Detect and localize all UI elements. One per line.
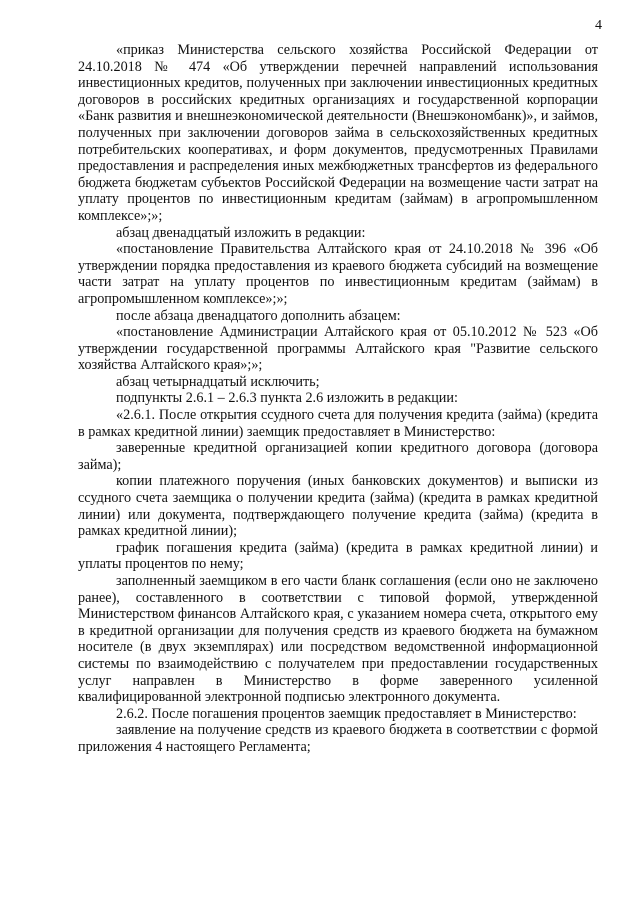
paragraph-order-474: «приказ Министерства сельского хозяйства Российской Федерации от 24.10.2018 № 474 «Об утверждении перечней направлений использования инвестиционных кредитов, полученных при заключении инвестиционных кредитных договоров в российских кредитных организациях и государственной корпорации «Банк развития и внешнеэкономической деятельности (Внешэкономбанк)», и займов, полученных при заключении договоров займа в сельскохозяйственных кредитных потребительских кооперативах, и форм документов, предусмотренных Правилами предоставления и распределения иных межбюджетных трансфертов из федерального бюджета бюджетам субъектов Российской Федерации на возмещение части затрат на уплату процентов по инвестиционным кредитам (займам) в агропромышленном комплексе»;»; [78, 42, 598, 224]
paragraph-repayment-schedule: график погашения кредита (займа) (кредита в рамках кредитной линии) и уплаты процентов по нему; [78, 539, 598, 573]
paragraph-loan-agreement-copies: заверенные кредитной организацией копии кредитного договора (договора займа); [78, 440, 598, 473]
paragraph-subclauses-edit: подпункты 2.6.1 – 2.6.3 пункта 2.6 изложить в редакции: [116, 390, 458, 407]
document-body [78, 42, 598, 756]
paragraph-add-after-twelfth: после абзаца двенадцатого дополнить абзацем: [116, 307, 401, 324]
paragraph-payment-order-copies: копии платежного поручения (иных банковских документов) и выписки из ссудного счета заемщика о получении кредита (займа) (кредита в рамках кредитной линии) или документа, подтверждающего получение кредита (займа) (кредита в рамках кредитной линии); [78, 473, 598, 540]
paragraph-fourteenth-exclude: абзац четырнадцатый исключить; [116, 373, 320, 390]
paragraph-twelfth-edit: абзац двенадцатый изложить в редакции: [116, 224, 366, 241]
paragraph-2-6-2: 2.6.2. После погашения процентов заемщик предоставляет в Министерство: [116, 705, 577, 722]
paragraph-resolution-523: «постановление Администрации Алтайского края от 05.10.2012 № 523 «Об утверждении государственной программы Алтайского края "Развитие сельского хозяйства Алтайского края»;»; [78, 324, 598, 374]
paragraph-agreement-form: заполненный заемщиком в его части бланк соглашения (если оно не заключено ранее), составленного в соответствии с типовой формой, утвержденной Министерством финансов Алтайского края, с указанием номера счета, открытого ему в кредитной организации для получения средств из краевого бюджета на бумажном носителе (в двух экземплярах) или посредством ведомственной информационной системы по взаимодействию с получателем при предоставлении государственных услуг направлен в Министерство в форме заверенного усиленной квалифицированной электронной подписью электронного документа. [78, 573, 598, 706]
page-number: 4 [595, 18, 602, 33]
paragraph-resolution-396: «постановление Правительства Алтайского края от 24.10.2018 № 396 «Об утверждении порядка предоставления из краевого бюджета субсидий на возмещение части затрат на уплату процентов по инвестиционным кредитам (займам) в агропромышленном комплексе»;»; [78, 241, 598, 307]
paragraph-2-6-1: «2.6.1. После открытия ссудного счета для получения кредита (займа) (кредита в рамках кредитной линии) заемщик предоставляет в Министерство: [78, 407, 598, 440]
paragraph-application-form: заявление на получение средств из краевого бюджета в соответствии с формой приложения 4 настоящего Регламента; [78, 722, 598, 755]
